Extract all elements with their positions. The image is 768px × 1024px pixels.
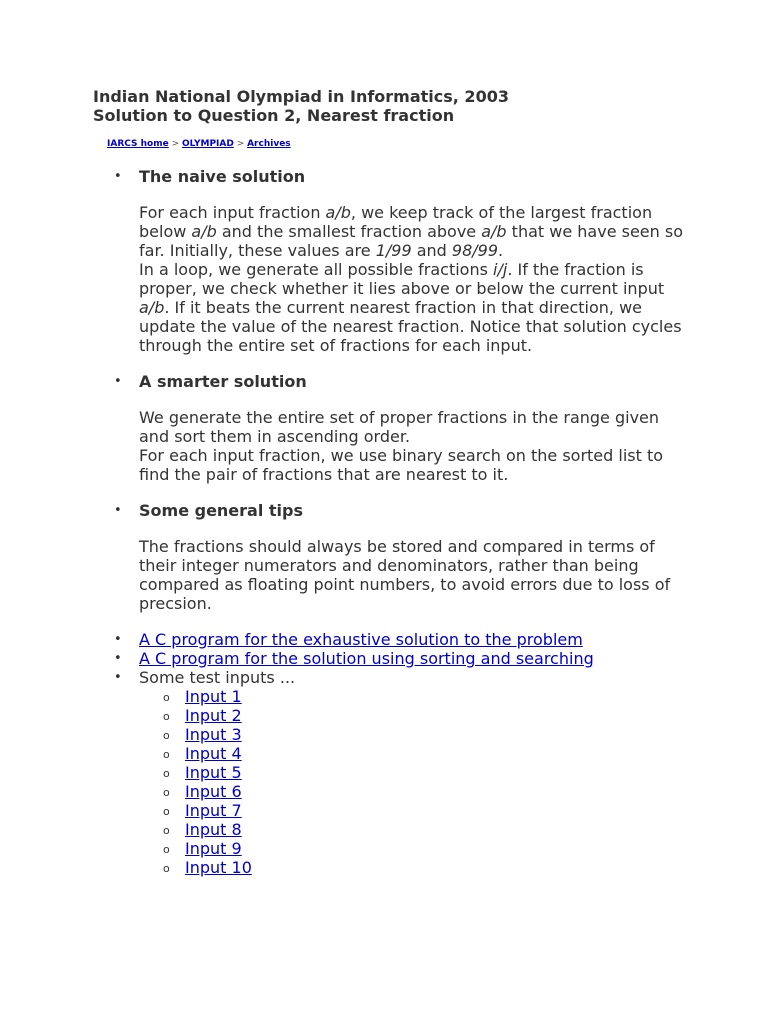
text: that we have seen so far. Initially, these values are bbox=[139, 222, 683, 260]
input-2-link[interactable]: Input 2 bbox=[185, 706, 242, 725]
input-3-link[interactable]: Input 3 bbox=[185, 725, 242, 744]
breadcrumb-separator: > bbox=[233, 139, 248, 149]
section-heading: • Some general tips bbox=[139, 501, 304, 520]
test-input-item bbox=[139, 782, 693, 801]
paragraph bbox=[139, 260, 693, 355]
exhaustive-program-link[interactable]: A C program for the exhaustive solution to the problem bbox=[139, 630, 583, 649]
paragraph: The fractions should always be stored and compared in terms of their integer numerators and denominators, rather than being compared as floating point numbers, to avoid errors due to loss of precsion. bbox=[139, 537, 671, 613]
section-naive-solution bbox=[93, 167, 693, 355]
section-body bbox=[139, 203, 693, 355]
breadcrumb-iarcs-home-link[interactable]: IARCS home bbox=[107, 139, 169, 149]
input-10-link[interactable]: Input 10 bbox=[185, 858, 252, 877]
section-heading: • The naive solution bbox=[139, 167, 306, 186]
text: . If it beats the current nearest fraction in that direction, we update the value of the nearest fraction. Notice that solution cycles through the entire set of fractions for each input. bbox=[139, 298, 682, 355]
input-6-link[interactable]: Input 6 bbox=[185, 782, 242, 801]
breadcrumb-olympiad-link[interactable]: OLYMPIAD bbox=[181, 139, 234, 149]
input-4-link[interactable]: Input 4 bbox=[185, 744, 242, 763]
paragraph: For each input fraction, we use binary search on the sorted list to find the pair of fractions that are nearest to it. bbox=[139, 446, 664, 484]
section-heading: • A smarter solution bbox=[139, 372, 307, 391]
text: and bbox=[411, 241, 452, 260]
math-text: a/b bbox=[191, 222, 217, 241]
page-content bbox=[93, 87, 693, 877]
list-item bbox=[93, 668, 693, 877]
test-input-item bbox=[139, 801, 693, 820]
math-text: 1/99 bbox=[375, 241, 412, 260]
list-item bbox=[93, 630, 693, 649]
section-body bbox=[139, 537, 693, 613]
text: . If the fraction is proper, we check whether it lies above or below the current input bbox=[139, 260, 665, 298]
math-text: a/b bbox=[325, 203, 351, 222]
input-1-link[interactable]: Input 1 bbox=[185, 687, 242, 706]
section-body bbox=[139, 408, 693, 484]
text: In a loop, we generate all possible fractions bbox=[139, 260, 494, 279]
sorting-program-link[interactable]: A C program for the solution using sorting and searching bbox=[139, 649, 594, 668]
test-inputs-list bbox=[139, 687, 693, 877]
test-input-item bbox=[139, 687, 693, 706]
input-5-link[interactable]: Input 5 bbox=[185, 763, 242, 782]
test-input-item bbox=[139, 820, 693, 839]
test-input-item bbox=[139, 763, 693, 782]
math-text: a/b bbox=[139, 298, 165, 317]
test-inputs-label: Some test inputs ... bbox=[139, 668, 296, 687]
test-input-item bbox=[139, 706, 693, 725]
text: For each input fraction bbox=[139, 203, 326, 222]
input-7-link[interactable]: Input 7 bbox=[185, 801, 242, 820]
math-text: i/j bbox=[493, 260, 508, 279]
test-input-item bbox=[139, 839, 693, 858]
test-input-item bbox=[139, 744, 693, 763]
breadcrumb-archives-link[interactable]: Archives bbox=[247, 139, 291, 149]
title-line-2: Solution to Question 2, Nearest fraction bbox=[93, 106, 455, 125]
math-text: 98/99 bbox=[451, 241, 499, 260]
solution-list bbox=[93, 167, 693, 877]
paragraph bbox=[139, 203, 693, 260]
breadcrumb-separator: > bbox=[168, 139, 182, 149]
section-smarter-solution bbox=[93, 372, 693, 484]
page-title bbox=[93, 87, 693, 125]
input-9-link[interactable]: Input 9 bbox=[185, 839, 242, 858]
text: . bbox=[498, 241, 504, 260]
input-8-link[interactable]: Input 8 bbox=[185, 820, 242, 839]
text: and the smallest fraction above bbox=[216, 222, 482, 241]
section-general-tips bbox=[93, 501, 693, 613]
math-text: a/b bbox=[481, 222, 507, 241]
list-item bbox=[93, 649, 693, 668]
paragraph: We generate the entire set of proper fractions in the range given and sort them in ascending order. bbox=[139, 408, 660, 446]
breadcrumb bbox=[107, 138, 693, 150]
title-line-1: Indian National Olympiad in Informatics, 2003 bbox=[93, 87, 509, 106]
test-input-item bbox=[139, 725, 693, 744]
test-input-item bbox=[139, 858, 693, 877]
text: , we keep track of the largest fraction below bbox=[139, 203, 653, 241]
